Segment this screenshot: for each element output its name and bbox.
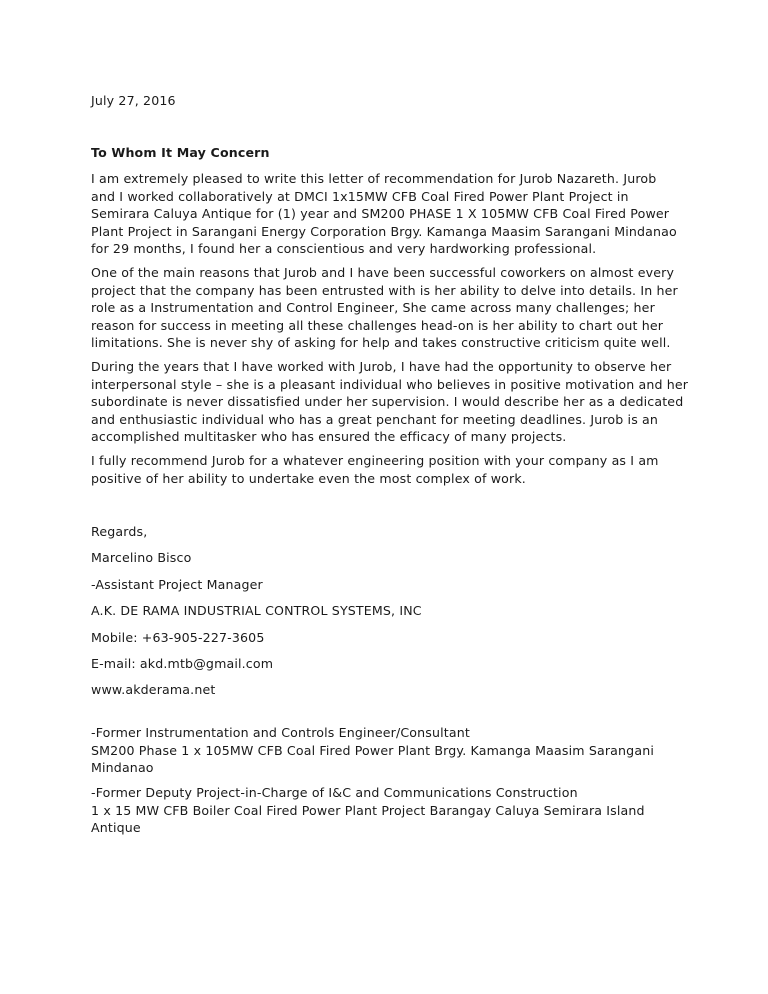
- paragraph-4: [91, 452, 659, 487]
- former-role-2: [91, 784, 645, 837]
- closing: Regards,: [91, 524, 148, 539]
- paragraph-line: Plant Project in Sarangani Energy Corporation Brgy. Kamanga Maasim Sarangani Mindanao: [91, 223, 677, 239]
- paragraph-line: reason for success in meeting all these challenges head-on is her ability to chart out her: [91, 317, 664, 333]
- paragraph-line: positive of her ability to undertake even the most complex of work.: [91, 470, 526, 486]
- mobile-number: Mobile: +63-905-227-3605: [91, 630, 265, 645]
- paragraph-line: project that the company has been entrusted with is her ability to delve into details. In her: [91, 282, 678, 298]
- signer-name: Marcelino Bisco: [91, 550, 192, 565]
- former-role-line: 1 x 15 MW CFB Boiler Coal Fired Power Plant Project Barangay Caluya Semirara Island: [91, 802, 645, 818]
- paragraph-line: role as a Instrumentation and Control Engineer, She came across many challenges; her: [91, 300, 655, 316]
- company-name: A.K. DE RAMA INDUSTRIAL CONTROL SYSTEMS, INC: [91, 603, 422, 618]
- paragraph-line: I fully recommend Jurob for a whatever engineering position with your company as I am: [91, 453, 659, 468]
- paragraph-line: for 29 months, I found her a conscientious and very hardworking professional.: [91, 241, 597, 257]
- paragraph-3: [91, 358, 688, 446]
- letter-date: July 27, 2016: [91, 93, 176, 108]
- salutation: To Whom It May Concern: [91, 145, 270, 160]
- signer-title: -Assistant Project Manager: [91, 577, 263, 592]
- paragraph-line: One of the main reasons that Jurob and I have been successful coworkers on almost every: [91, 265, 675, 280]
- paragraph-line: subordinate is never dissatisfied under her supervision. I would describe her as a dedicated: [91, 394, 684, 410]
- paragraph-1: [91, 170, 677, 258]
- former-role-1: [91, 724, 654, 777]
- website: www.akderama.net: [91, 682, 216, 697]
- former-role-line: -Former Instrumentation and Controls Engineer/Consultant: [91, 725, 470, 740]
- former-role-line: Mindanao: [91, 760, 154, 776]
- former-role-line: Antique: [91, 820, 141, 836]
- paragraph-line: During the years that I have worked with Jurob, I have had the opportunity to observe her: [91, 359, 672, 374]
- former-role-line: SM200 Phase 1 x 105MW CFB Coal Fired Power Plant Brgy. Kamanga Maasim Sarangani: [91, 742, 654, 758]
- former-role-line: -Former Deputy Project-in-Charge of I&C and Communications Construction: [91, 785, 578, 800]
- paragraph-line: and I worked collaboratively at DMCI 1x15MW CFB Coal Fired Power Plant Project in: [91, 188, 629, 204]
- paragraph-line: and enthusiastic individual who has a great penchant for meeting deadlines. Jurob is an: [91, 411, 659, 427]
- paragraph-line: I am extremely pleased to write this letter of recommendation for Jurob Nazareth. Jurob: [91, 171, 657, 186]
- paragraph-line: Semirara Caluya Antique for (1) year and SM200 PHASE 1 X 105MW CFB Coal Fired Power: [91, 206, 670, 222]
- paragraph-line: limitations. She is never shy of asking for help and takes constructive criticism quite well.: [91, 335, 671, 351]
- email-address: E-mail: akd.mtb@gmail.com: [91, 656, 274, 671]
- paragraph-line: accomplished multitasker who has ensured the efficacy of many projects.: [91, 429, 567, 445]
- paragraph-2: [91, 264, 678, 352]
- paragraph-line: interpersonal style – she is a pleasant individual who believes in positive motivation and her: [91, 376, 689, 392]
